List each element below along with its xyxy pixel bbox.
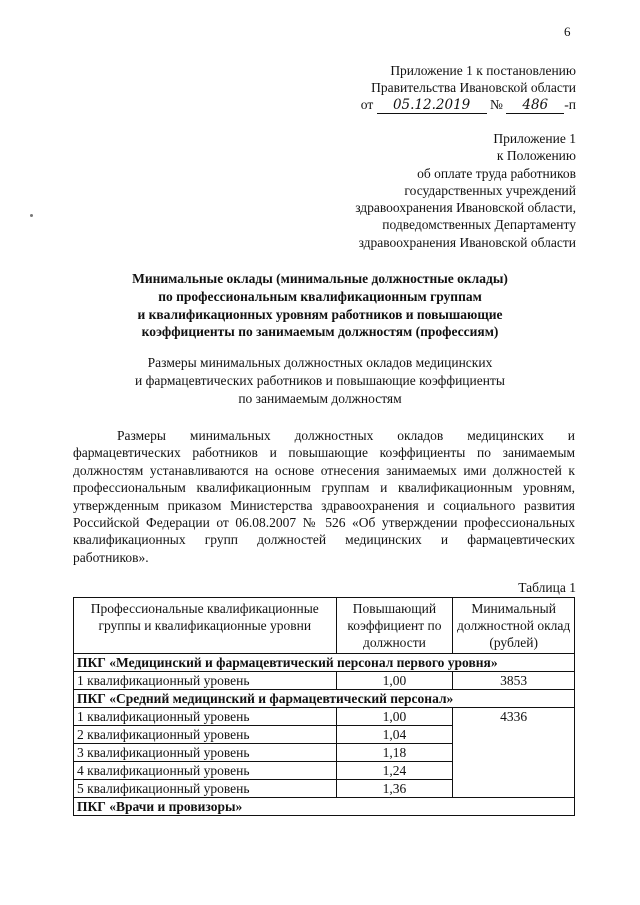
table-header-row [74, 598, 575, 654]
level-cell: 1 квалификационный уровень [74, 708, 337, 726]
title-line: коэффициенты по занимаемым должностям (профессиям) [141, 324, 499, 340]
coefficient-cell: 1,24 [336, 762, 453, 780]
coefficient-cell: 1,36 [336, 780, 453, 798]
coefficient-cell: 1,00 [336, 708, 453, 726]
level-cell: 2 квалификационный уровень [74, 726, 337, 744]
coefficient-cell: 1,00 [336, 672, 453, 690]
header-min-salary: Минимальный должностной оклад (рублей) [453, 598, 575, 654]
coefficient-cell: 1,04 [336, 726, 453, 744]
group-title: ПКГ «Врачи и провизоры» [74, 798, 575, 816]
appendix-resolution-line1: Приложение 1 к постановлению [390, 63, 576, 78]
header-coefficient: Повышающий коэффициент по должности [336, 598, 453, 654]
handwritten-number: 486 [506, 98, 564, 114]
table-row [74, 672, 575, 690]
salary-table [73, 597, 575, 816]
document-title [84, 270, 556, 341]
salary-cell: 3853 [453, 672, 575, 690]
group-row [74, 654, 575, 672]
group-row [74, 690, 575, 708]
appendix-resolution-block [300, 62, 576, 114]
handwritten-date: 05.12.2019 [377, 98, 487, 114]
title-line: по профессиональным квалификационным группам [158, 288, 482, 304]
header-qualification-groups: Профессиональные квалификационные группы и квалификационные уровни [74, 598, 337, 654]
title-line: Минимальные оклады (минимальные должностные оклады) [132, 271, 508, 286]
body-paragraph: Размеры минимальных должностных окладов медицинских и фармацевтических работников и повышающие коэффициенты по занимаемым должностям устанавливаются на основе отнесения занимаемых ими должностей к профессиональным квалификационным группам и квалификационным уровням, утвержденным приказом Министерства здравоохранения и социального развития Российской Федерации от 06.08.2007 № 526 «Об утверждении профессиональных квалификационных групп должностей медицинских и фармацевтических работников». [73, 428, 575, 565]
appendix-regulation-line: здравоохранения Ивановской области, [355, 200, 576, 216]
appendix-regulation-line: здравоохранения Ивановской области [358, 234, 576, 250]
subtitle-line: и фармацевтических работников и повышающие коэффициенты [135, 372, 505, 388]
level-cell: 5 квалификационный уровень [74, 780, 337, 798]
subtitle-line: Размеры минимальных должностных окладов медицинских [147, 355, 493, 370]
scan-speck [30, 214, 33, 217]
subtitle-line: по занимаемым должностям [238, 390, 402, 406]
salary-cell: 4336 [453, 708, 575, 798]
appendix-regulation-line: к Положению [496, 148, 576, 164]
level-cell: 1 квалификационный уровень [74, 672, 337, 690]
table-label: Таблица 1 [518, 580, 576, 595]
group-title: ПКГ «Средний медицинский и фармацевтический персонал» [74, 690, 575, 708]
appendix-regulation-line: государственных учреждений [404, 182, 576, 198]
group-title: ПКГ «Медицинский и фармацевтический персонал первого уровня» [74, 654, 575, 672]
level-cell: 3 квалификационный уровень [74, 744, 337, 762]
document-subtitle [84, 354, 556, 407]
appendix-regulation-line: об оплате труда работников [417, 165, 576, 181]
appendix-regulation-line: Приложение 1 [493, 131, 576, 146]
number-sign: № [490, 97, 503, 112]
appendix-regulation-line: подведомственных Департаменту [382, 217, 576, 233]
appendix-resolution-date-line [300, 96, 576, 114]
appendix-regulation-block [290, 130, 576, 251]
coefficient-cell: 1,18 [336, 744, 453, 762]
number-suffix: -п [564, 97, 576, 112]
title-line: и квалификационных уровням работников и повышающие [137, 306, 503, 322]
table-row [74, 708, 575, 726]
from-label: от [360, 97, 374, 112]
level-cell: 4 квалификационный уровень [74, 762, 337, 780]
page-number: 6 [564, 24, 571, 39]
appendix-resolution-line2: Правительства Ивановской области [371, 80, 576, 95]
group-row [74, 798, 575, 816]
